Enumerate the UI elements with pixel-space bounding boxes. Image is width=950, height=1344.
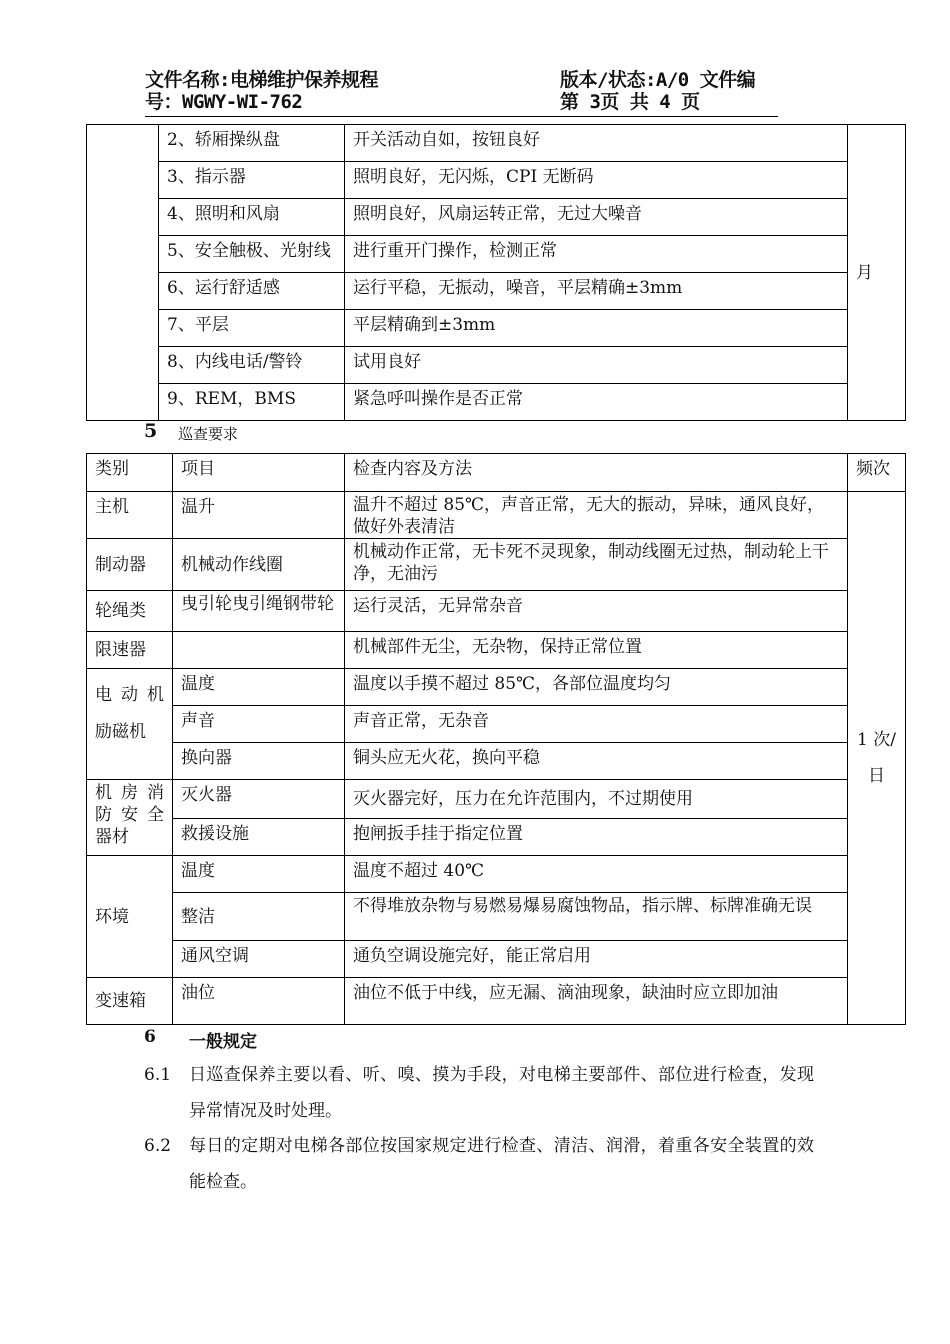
table-row	[87, 492, 906, 539]
item-cell: 温度	[173, 669, 345, 706]
content-cell: 灭火器完好，压力在允许范围内，不过期使用	[345, 780, 848, 819]
content-cell: 机械部件无尘，无杂物，保持正常位置	[345, 632, 848, 669]
item-cell: 5、安全触极、光射线	[159, 236, 345, 273]
table-row	[87, 199, 906, 236]
header-frequency: 频次	[848, 454, 906, 492]
table-row	[87, 384, 906, 421]
item-cell: 曳引轮曳引绳钢带轮	[173, 591, 345, 632]
content-cell: 铜头应无火花，换向平稳	[345, 743, 848, 780]
frequency-cell	[848, 492, 906, 1025]
table-row	[87, 591, 906, 632]
table-row	[87, 978, 906, 1025]
table-row	[87, 743, 906, 780]
category-cell: 变速箱	[87, 978, 173, 1025]
table-row	[87, 780, 906, 819]
content-cell: 照明良好，无闪烁，CPI 无断码	[345, 162, 848, 199]
item-cell: 温升	[173, 492, 345, 539]
category-cell: 机 房 消 防 安 全 器材	[87, 780, 173, 856]
blank-category-cell	[87, 125, 159, 421]
category-cell: 轮绳类	[87, 591, 173, 632]
category-cell: 环境	[87, 856, 173, 978]
content-cell: 平层精确到±3mm	[345, 310, 848, 347]
section-5-title: 巡查要求	[178, 425, 239, 443]
item-cell: 6、运行舒适感	[159, 273, 345, 310]
table-row	[87, 310, 906, 347]
item-cell: 救援设施	[173, 819, 345, 856]
table-row	[87, 162, 906, 199]
clause-6-1-number: 6.1	[144, 1065, 172, 1085]
section-6-title: 一般规定	[189, 1032, 257, 1052]
item-cell: 整洁	[173, 893, 345, 941]
table-row	[87, 819, 906, 856]
item-cell: 3、指示器	[159, 162, 345, 199]
version-status: 版本/状态:A/0 文件编	[560, 69, 756, 91]
item-cell: 声音	[173, 706, 345, 743]
content-cell: 温升不超过 85℃，声音正常，无大的振动，异味，通风良好，做好外表清洁	[345, 492, 848, 539]
content-cell: 抱闸扳手挂于指定位置	[345, 819, 848, 856]
category-cell: 主机	[87, 492, 173, 539]
content-cell: 机械动作正常，无卡死不灵现象，制动线圈无过热，制动轮上干净，无油污	[345, 539, 848, 591]
clause-6-2-number: 6.2	[144, 1136, 172, 1156]
table-row	[87, 539, 906, 591]
content-cell: 通负空调设施完好，能正常启用	[345, 941, 848, 978]
header-category: 类别	[87, 454, 173, 492]
table-header-row	[87, 454, 906, 492]
section-6-number: 6	[144, 1027, 156, 1047]
item-cell: 温度	[173, 856, 345, 893]
category-cell: 限速器	[87, 632, 173, 669]
file-number: 号：WGWY-WI-762	[145, 91, 303, 113]
content-cell: 试用良好	[345, 347, 848, 384]
item-cell: 7、平层	[159, 310, 345, 347]
content-cell: 温度以手摸不超过 85℃，各部位温度均匀	[345, 669, 848, 706]
table-row	[87, 941, 906, 978]
table-row	[87, 347, 906, 384]
category-cell: 制动器	[87, 539, 173, 591]
content-cell: 声音正常，无杂音	[345, 706, 848, 743]
clause-6-2-text: 每日的定期对电梯各部位按国家规定进行检查、清洁、润滑，着重各安全装置的效能检查。	[189, 1136, 814, 1192]
item-cell: 8、内线电话/警铃	[159, 347, 345, 384]
content-cell: 油位不低于中线，应无漏、滴油现象，缺油时应立即加油	[345, 978, 848, 1025]
frequency-cell: 月	[848, 125, 906, 421]
content-cell: 运行平稳，无振动，噪音，平层精确±3mm	[345, 273, 848, 310]
document-header	[145, 66, 778, 117]
table-row	[87, 125, 906, 162]
item-cell: 机械动作线圈	[173, 539, 345, 591]
table-row	[87, 856, 906, 893]
page-number: 第 3页 共 4 页	[560, 91, 700, 113]
frequency-line-1: 1 次/	[857, 730, 896, 750]
patrol-requirements-table	[86, 453, 906, 1025]
content-cell: 照明良好，风扇运转正常，无过大噪音	[345, 199, 848, 236]
header-item: 项目	[173, 454, 345, 492]
section-5-number: 5	[144, 420, 158, 442]
table-row	[87, 669, 906, 706]
file-name: 文件名称:电梯维护保养规程	[145, 69, 378, 91]
content-cell: 开关活动自如，按钮良好	[345, 125, 848, 162]
content-cell: 温度不超过 40℃	[345, 856, 848, 893]
category-cell: 电 动 机 励磁机	[87, 669, 173, 780]
item-cell: 2、轿厢操纵盘	[159, 125, 345, 162]
table-row	[87, 273, 906, 310]
content-cell: 不得堆放杂物与易燃易爆易腐蚀物品，指示牌、标牌准确无误	[345, 893, 848, 941]
table-row	[87, 893, 906, 941]
item-cell: 9、REM，BMS	[159, 384, 345, 421]
table-row	[87, 632, 906, 669]
item-cell	[173, 632, 345, 669]
content-cell: 紧急呼叫操作是否正常	[345, 384, 848, 421]
item-cell: 4、照明和风扇	[159, 199, 345, 236]
frequency-line-2: 日	[868, 766, 885, 786]
header-content: 检查内容及方法	[345, 454, 848, 492]
table-row	[87, 236, 906, 273]
content-cell: 运行灵活，无异常杂音	[345, 591, 848, 632]
car-inspection-table	[86, 124, 906, 421]
table-row	[87, 706, 906, 743]
item-cell: 灭火器	[173, 780, 345, 819]
content-cell: 进行重开门操作，检测正常	[345, 236, 848, 273]
item-cell: 油位	[173, 978, 345, 1025]
item-cell: 通风空调	[173, 941, 345, 978]
item-cell: 换向器	[173, 743, 345, 780]
clause-6-1-text: 日巡查保养主要以看、听、嗅、摸为手段，对电梯主要部件、部位进行检查，发现异常情况及时处理。	[189, 1065, 814, 1121]
